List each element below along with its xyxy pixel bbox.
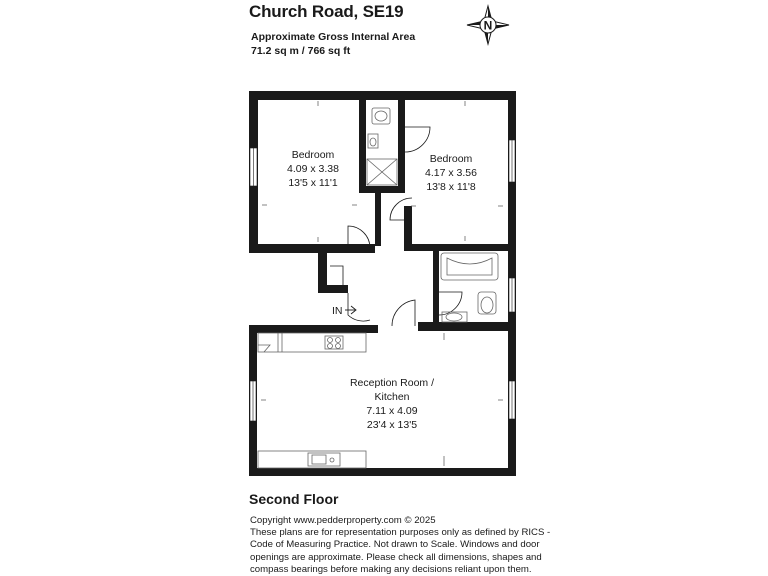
entrance-arrow	[345, 306, 356, 314]
compass-letter: N	[483, 18, 493, 33]
bedroom1-metric: 4.09 x 3.38	[287, 163, 339, 175]
reception-metric: 7.11 x 4.09	[366, 405, 418, 417]
disclaimer-line: openings are approximate. Please check all dimensions, shapes and	[250, 551, 542, 563]
door-reception	[392, 300, 415, 326]
disclaimer-line: These plans are for representation purposes only as defined by RICS -	[250, 527, 551, 539]
shower-room-fixtures	[367, 108, 397, 185]
bathroom-fixtures	[441, 253, 498, 322]
bedroom2-imperial: 13'8 x 11'8	[426, 181, 476, 193]
entrance-label: IN	[332, 305, 343, 317]
reception-name-line2: Kitchen	[374, 391, 410, 403]
reception-imperial: 23'4 x 13'5	[366, 419, 418, 431]
bedroom2-metric: 4.17 x 3.56	[425, 167, 477, 179]
cupboard-door	[330, 266, 343, 285]
door-bathroom	[439, 292, 462, 315]
reception-name-line1: Reception Room /	[349, 377, 435, 389]
floor-label: Second Floor	[249, 491, 339, 507]
bedroom2-name: Bedroom	[429, 153, 473, 165]
disclaimer-line: compass bearings before making any decisions reliant upon them.	[250, 563, 532, 575]
door-shower	[405, 127, 430, 152]
disclaimer	[250, 515, 550, 576]
kitchen-fixtures	[258, 333, 366, 468]
area-label: Approximate Gross Internal Area	[251, 31, 416, 43]
bedroom1-name: Bedroom	[291, 149, 335, 161]
disclaimer-line: Copyright www.pedderproperty.com © 2025	[250, 515, 436, 526]
area-value: 71.2 sq m / 766 sq ft	[251, 45, 351, 57]
bedroom1-imperial: 13'5 x 11'1	[288, 177, 338, 189]
disclaimer-line: Code of Measuring Practice. Not drawn to Scale. Windows and door	[250, 539, 540, 551]
door-entrance	[348, 293, 370, 321]
page-title: Church Road, SE19	[249, 2, 404, 21]
